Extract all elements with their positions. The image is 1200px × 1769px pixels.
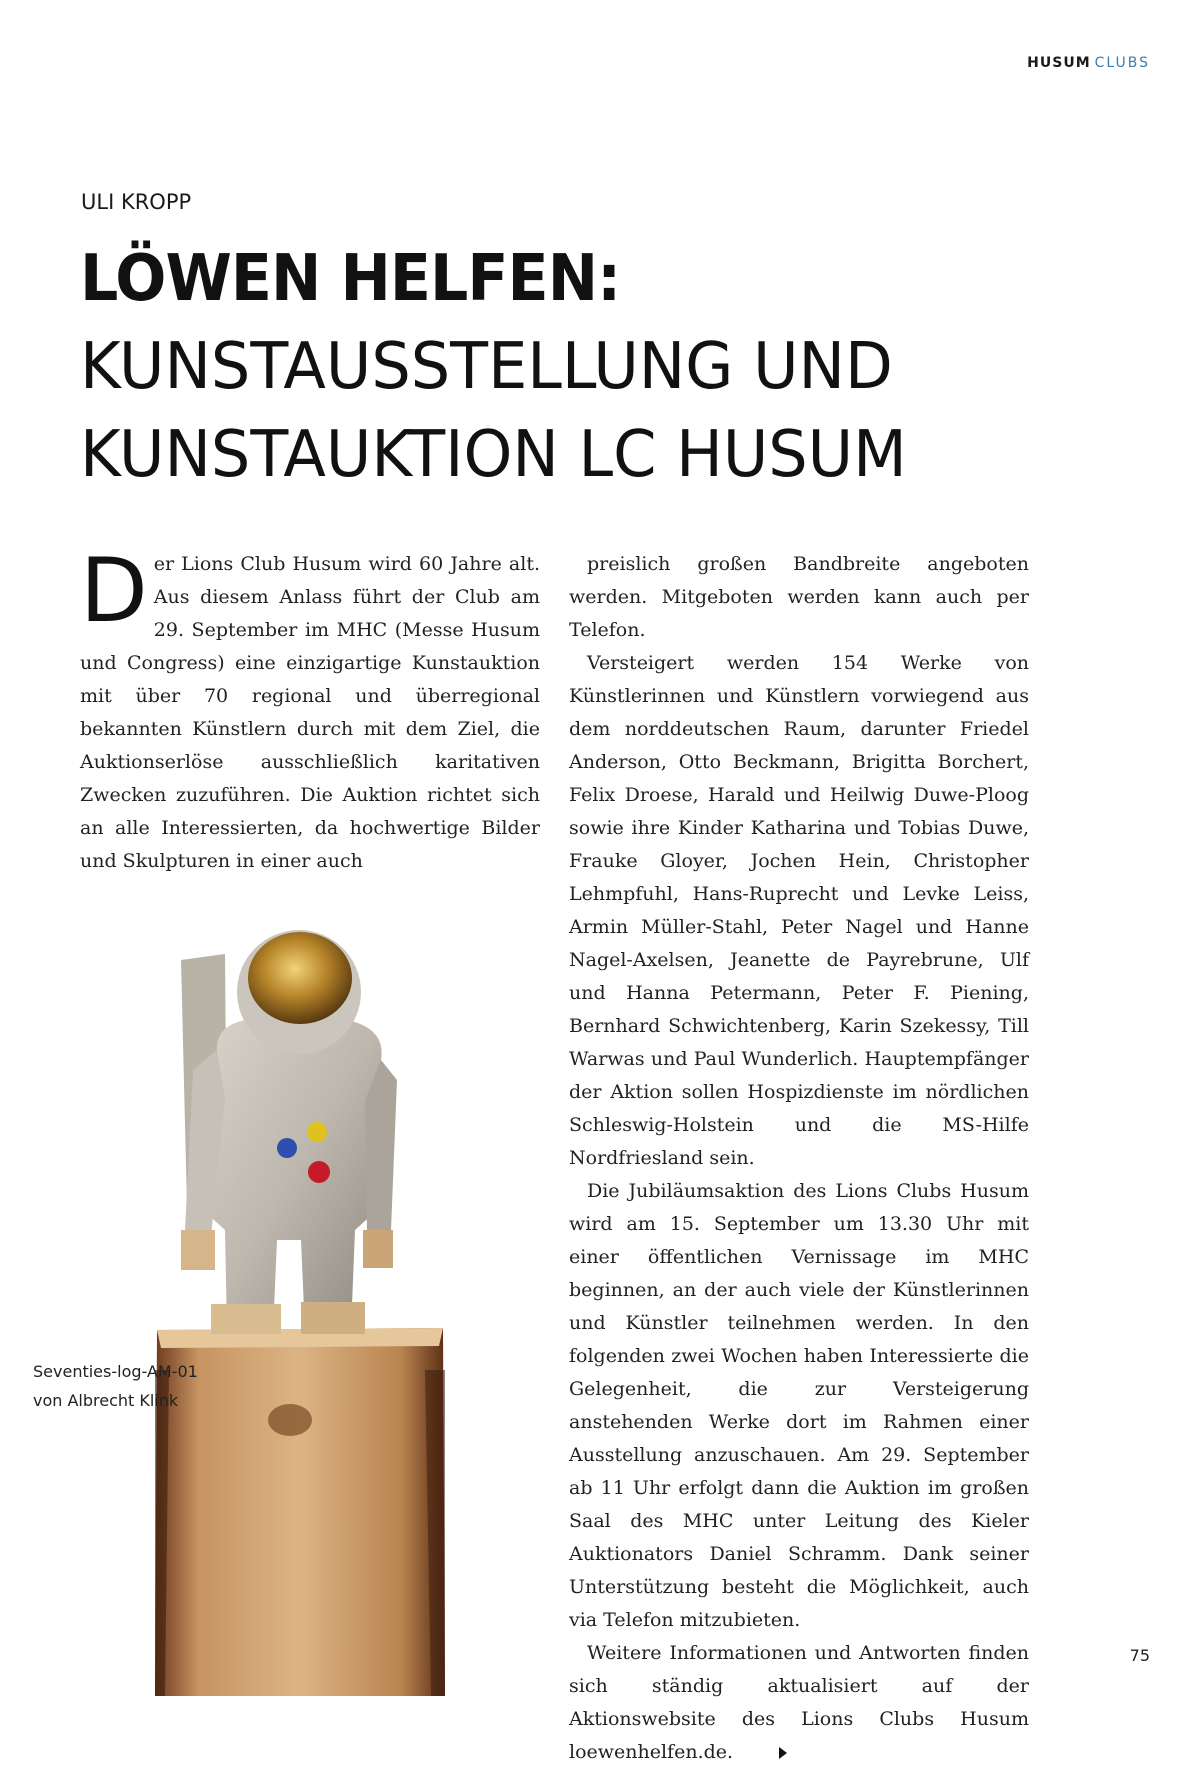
headline-bold: LÖWEN HELFEN: bbox=[80, 242, 621, 316]
headline bbox=[80, 235, 1140, 499]
text-column-right bbox=[569, 548, 1029, 1769]
paragraph-4-text: Weitere Informationen und Antworten finden sich ständig aktualisiert auf der Aktionswebsite des Lions Clubs Husum loewenhelfen.de. bbox=[569, 1642, 1029, 1763]
caption-artist: von Albrecht Klink bbox=[33, 1391, 179, 1410]
image-caption bbox=[33, 1357, 198, 1415]
text-column-left bbox=[80, 539, 540, 878]
headline-light: KUNSTAUSSTELLUNG UND KUNSTAUKTION LC HUSUM bbox=[80, 330, 907, 492]
paragraph-1-continued: preislich großen Bandbreite angeboten werden. Mitgeboten werden kann auch per Telefon. bbox=[569, 553, 1029, 641]
running-head-section: HUSUM bbox=[1027, 55, 1091, 71]
paragraph-1 bbox=[80, 539, 540, 878]
paragraph-4 bbox=[569, 1637, 1029, 1769]
caption-title: Seventies-log-AM-01 bbox=[33, 1362, 198, 1381]
paragraph-3: Die Jubiläumsaktion des Lions Clubs Husum wird am 15. September um 13.30 Uhr mit einer öffentlichen Vernissage im MHC beginnen, an der auch viele der Künstlerinnen und Künstler teilnehmen werden. In den folgenden zwei Wochen haben Interessierte die Gelegenheit, die zur Versteigerung anstehenden Werke dort im Rahmen einer Ausstellung anzuschauen. Am 29. September ab 11 Uhr erfolgt dann die Auktion im großen Saal des MHC unter Leitung des Kieler Auktionators Daniel Schramm. Dank seiner Unterstützung besteht die Möglichkeit, auch via Telefon mitzubieten. bbox=[569, 1180, 1029, 1631]
dropcap: D bbox=[80, 539, 148, 642]
paragraph-2: Versteigert werden 154 Werke von Künstlerinnen und Künstlern vorwiegend aus dem norddeutschen Raum, darunter Friedel Anderson, Otto Beckmann, Brigitta Borchert, Felix Droese, Harald und Heilwig Duwe-Ploog sowie ihre Kinder Katharina und Tobias Duwe, Frauke Gloyer, Jochen Hein, Christopher Lehmpfuhl, Hans-Ruprecht und Levke Leiss, Armin Müller-Stahl, Peter Nagel und Hanne Nagel-Axelsen, Jeanette de Payrebrune, Ulf und Hanna Petermann, Peter F. Piening, Bernhard Schwichtenberg, Karin Szekessy, Till Warwas und Paul Wunderlich. Hauptempfänger der Aktion sollen Hospizdienste im nördlichen Schleswig-Holstein und die MS-Hilfe Nordfriesland sein. bbox=[569, 652, 1029, 1169]
running-head bbox=[1027, 55, 1150, 71]
page-number: 75 bbox=[1129, 1646, 1150, 1665]
paragraph-1-text: er Lions Club Husum wird 60 Jahre alt. Aus diesem Anlass führt der Club am 29. September im MHC (Messe Husum und Congress) eine einzigartige Kunstauktion mit über 70 regional und überregional bekannten Künstlern durch mit dem Ziel, die Auktionserlöse ausschließlich karitativen Zwecken zuzuführen. Die Auktion richtet sich an alle Interessierten, da hochwertige Bilder und Skulpturen in einer auch bbox=[80, 553, 540, 872]
astronaut-sculpture-image bbox=[155, 900, 455, 1696]
end-of-article-mark bbox=[779, 1747, 787, 1759]
author-byline: ULI KROPP bbox=[81, 190, 192, 214]
running-head-sub: CLUBS bbox=[1094, 55, 1150, 71]
